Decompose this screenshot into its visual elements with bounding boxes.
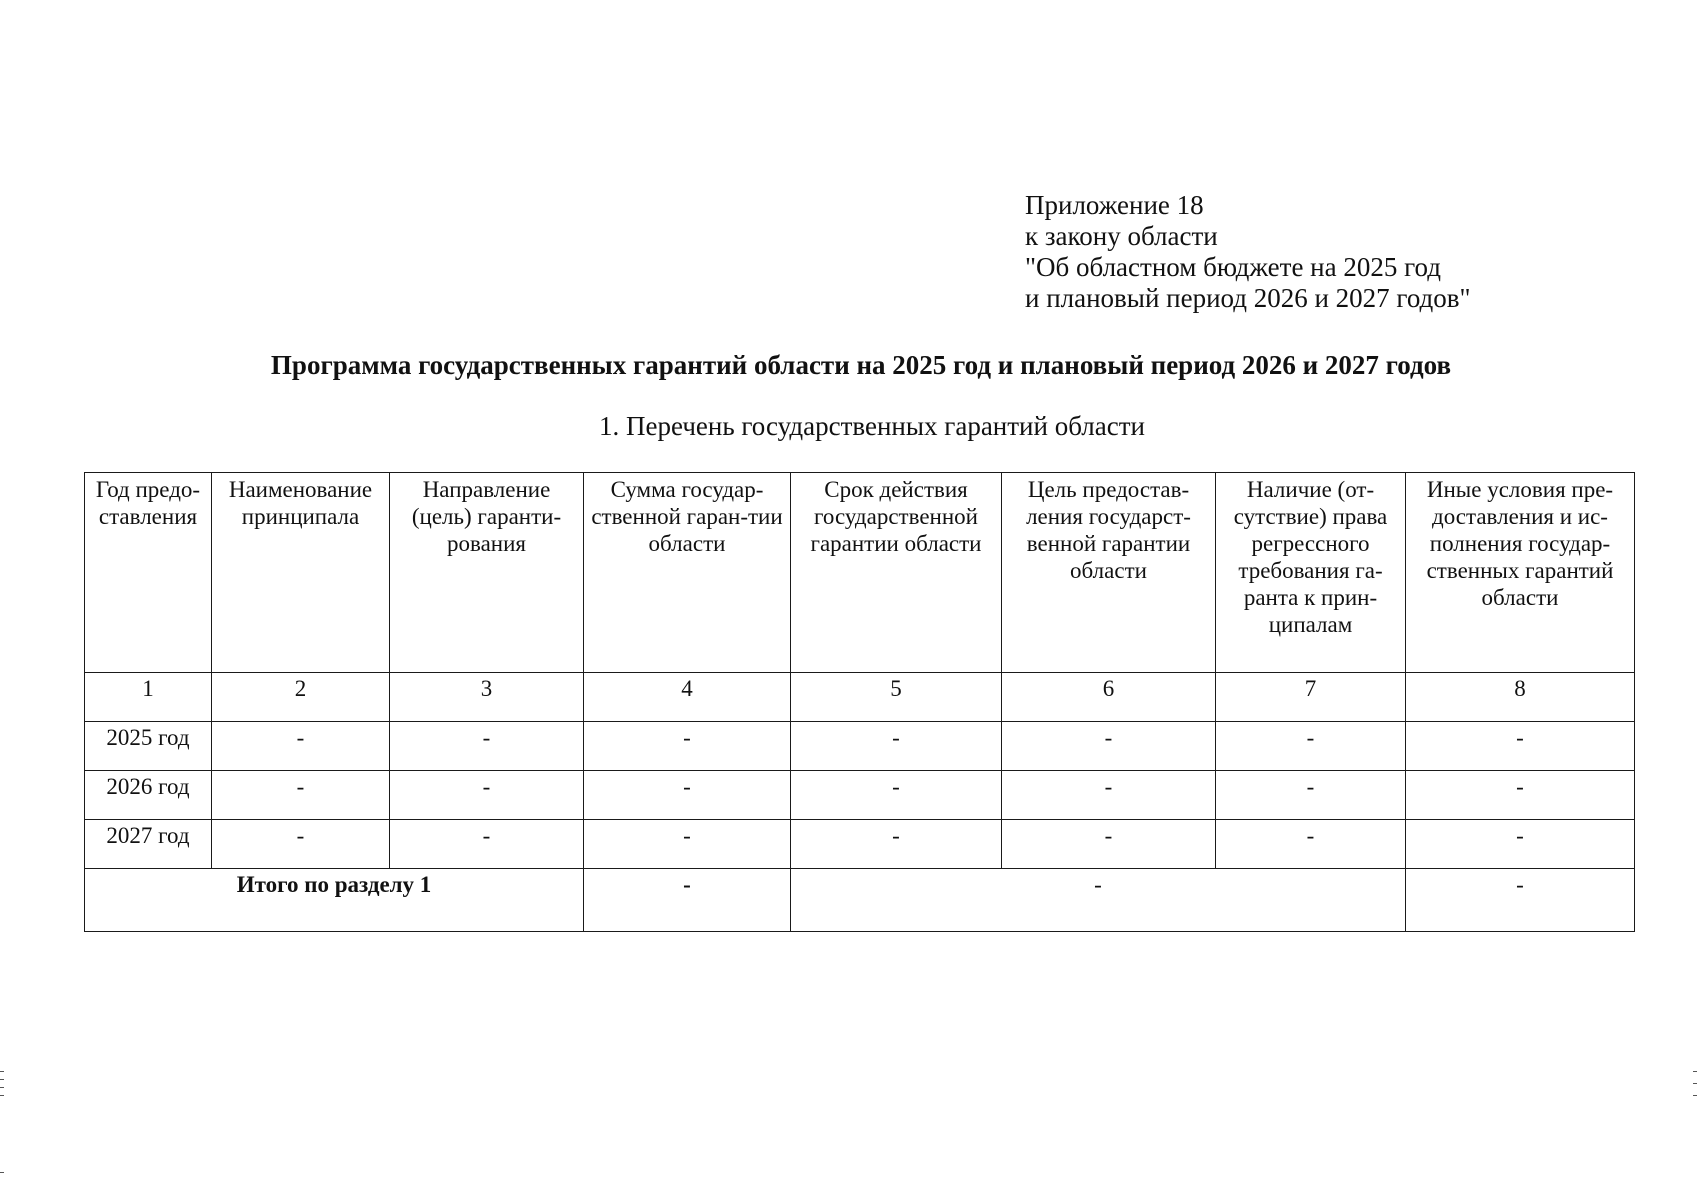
- column-number: 6: [1002, 673, 1216, 722]
- column-number: 1: [85, 673, 212, 722]
- scan-margin-mark: [0, 1079, 4, 1080]
- appendix-line: Приложение 18: [1025, 190, 1204, 220]
- total-label: Итого по разделу 1: [85, 869, 584, 932]
- total-merged-cell: -: [791, 869, 1406, 932]
- scan-margin-mark: [1693, 1095, 1697, 1096]
- column-number: 3: [390, 673, 584, 722]
- total-row: [85, 869, 1635, 932]
- scan-margin-mark: [0, 1095, 4, 1096]
- table-cell: -: [1216, 722, 1406, 771]
- year-cell: 2027 год: [85, 820, 212, 869]
- header-cell: Направление (цель) гаранти-рования: [390, 473, 584, 673]
- appendix-reference: [1025, 190, 1471, 314]
- table-cell: -: [390, 820, 584, 869]
- total-last-cell: -: [1406, 869, 1635, 932]
- table-cell: -: [1406, 771, 1635, 820]
- table-cell: -: [1002, 820, 1216, 869]
- table-cell: -: [1216, 771, 1406, 820]
- table-cell: -: [584, 771, 791, 820]
- header-cell: Год предо-ставления: [85, 473, 212, 673]
- column-number: 2: [212, 673, 390, 722]
- table-cell: -: [212, 722, 390, 771]
- column-number: 5: [791, 673, 1002, 722]
- header-cell: Наименование принципала: [212, 473, 390, 673]
- scan-margin-mark: [1693, 1083, 1697, 1084]
- table-row: [85, 771, 1635, 820]
- table-cell: -: [1002, 722, 1216, 771]
- section-title: 1. Перечень государственных гарантий области: [599, 411, 1145, 441]
- table-cell: -: [584, 820, 791, 869]
- table-cell: -: [1002, 771, 1216, 820]
- table-cell: -: [212, 771, 390, 820]
- appendix-line: "Об областном бюджете на 2025 год: [1025, 252, 1441, 282]
- table-cell: -: [390, 771, 584, 820]
- scan-margin-mark: [1693, 1071, 1697, 1072]
- column-number: 4: [584, 673, 791, 722]
- scan-margin-mark: [0, 1172, 4, 1173]
- column-number: 8: [1406, 673, 1635, 722]
- appendix-line: и плановый период 2026 и 2027 годов": [1025, 283, 1471, 313]
- table-cell: -: [390, 722, 584, 771]
- table-cell: -: [791, 820, 1002, 869]
- table-header-row: [85, 473, 1635, 673]
- header-cell: Наличие (от-сутствие) права регрессного требования га-ранта к прин-ципалам: [1216, 473, 1406, 673]
- column-number: 7: [1216, 673, 1406, 722]
- guarantees-table: [84, 472, 1635, 932]
- table-row: [85, 722, 1635, 771]
- total-sum-cell: -: [584, 869, 791, 932]
- table-cell: -: [791, 771, 1002, 820]
- table-cell: -: [584, 722, 791, 771]
- year-cell: 2026 год: [85, 771, 212, 820]
- scan-margin-mark: [0, 1071, 4, 1072]
- appendix-line: к закону области: [1025, 221, 1218, 251]
- scan-margin-mark: [0, 1087, 4, 1088]
- header-cell: Иные условия пре-доставления и ис-полнения государ-ственных гарантий области: [1406, 473, 1635, 673]
- table-row: [85, 820, 1635, 869]
- table-cell: -: [1216, 820, 1406, 869]
- document-title: Программа государственных гарантий области на 2025 год и плановый период 2026 и 2027 годов: [270, 350, 1452, 380]
- table-cell: -: [1406, 820, 1635, 869]
- header-cell: Цель предостав-ления государст-венной гарантии области: [1002, 473, 1216, 673]
- column-number-row: [85, 673, 1635, 722]
- year-cell: 2025 год: [85, 722, 212, 771]
- table-cell: -: [212, 820, 390, 869]
- header-cell: Сумма государ-ственной гаран-тии области: [584, 473, 791, 673]
- table-cell: -: [791, 722, 1002, 771]
- table-cell: -: [1406, 722, 1635, 771]
- header-cell: Срок действия государственной гарантии области: [791, 473, 1002, 673]
